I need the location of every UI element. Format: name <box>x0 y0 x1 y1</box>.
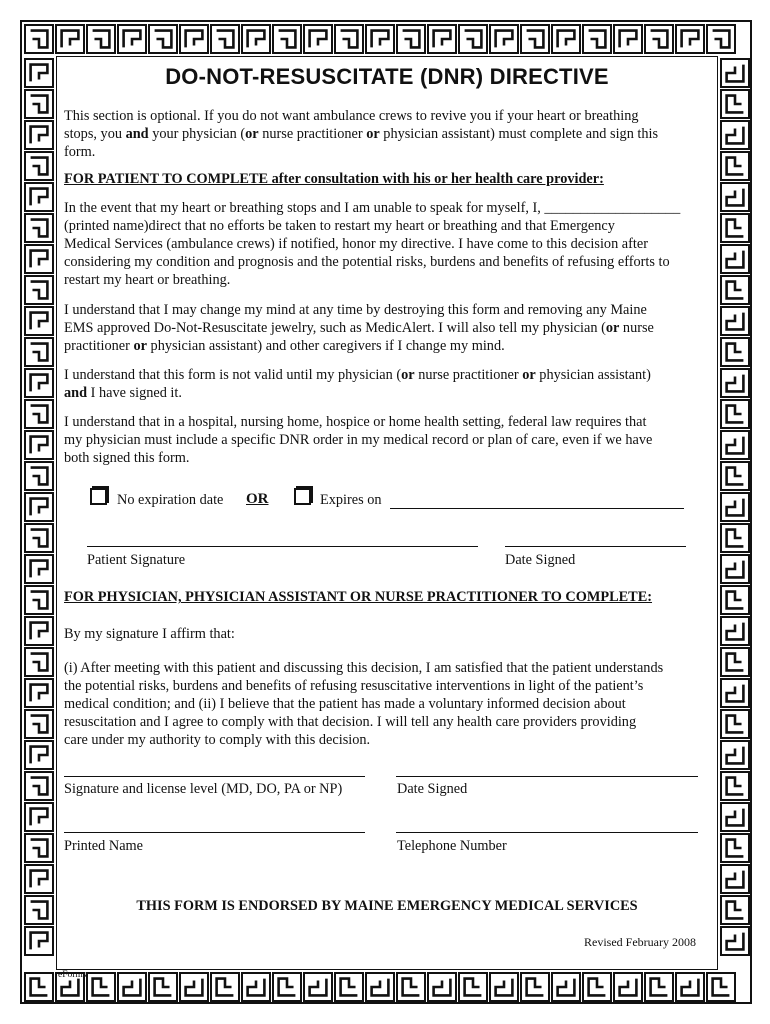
telephone-field[interactable] <box>396 832 698 833</box>
printed-name-label: Printed Name <box>64 838 144 854</box>
provider-date-signed-label: Date Signed <box>397 781 468 797</box>
patient-directive-paragraph <box>64 199 712 289</box>
provider-signature-label: Signature and license level (MD, DO, PA or NP) <box>64 781 343 797</box>
patient-signature-label: Patient Signature <box>87 552 186 568</box>
expires-on-checkbox[interactable] <box>294 488 311 505</box>
change-mind-paragraph: I understand that I may change my mind at any time by destroying this form and removing any Maine EMS approved Do-Not-Resuscitate jewelry, such as MedicAlert. I will also tell my physician (or nurse practitioner or physician assistant) and other caregivers if I change my mind. <box>64 302 654 354</box>
directive-line: restart my heart or breathing. <box>64 272 231 288</box>
directive-line: Medical Services (ambulance crews) if notified, honor my directive. I have come to this decision after <box>64 236 648 252</box>
endorsement-statement: THIS FORM IS ENDORSED BY MAINE EMERGENCY MEDICAL SERVICES <box>136 898 638 914</box>
intro-line-1: This section is optional. If you do not want ambulance crews to revive you if your heart or breathing <box>64 108 639 124</box>
provider-date-signed-field[interactable] <box>396 776 698 777</box>
revision-date: Revised February 2008 <box>584 935 696 949</box>
intro-paragraph <box>64 107 712 161</box>
affirm-statement: By my signature I affirm that: <box>64 626 235 642</box>
provider-signature-field[interactable] <box>64 776 365 777</box>
expiration-date-field[interactable] <box>390 508 684 509</box>
patient-date-signed-label: Date Signed <box>505 552 576 568</box>
form-title: DO-NOT-RESUSCITATE (DNR) DIRECTIVE <box>165 64 609 89</box>
federal-law-paragraph: I understand that in a hospital, nursing home, hospice or home health setting, federal law requires that my physician must include a specific DNR order in my medical record or plan of care, even if we have both signed this form. <box>64 414 653 466</box>
provider-section-heading: FOR PHYSICIAN, PHYSICIAN ASSISTANT OR NURSE PRACTITIONER TO COMPLETE: <box>64 589 653 605</box>
or-label: OR <box>246 491 269 507</box>
telephone-label: Telephone Number <box>397 838 507 854</box>
patient-date-signed-field[interactable] <box>505 546 686 547</box>
directive-line: considering my condition and prognosis and the potential risks, burdens and benefits of refusing efforts to <box>64 254 670 270</box>
directive-line: In the event that my heart or breathing stops and I am unable to speak for myself, I, ___________________ <box>64 200 681 216</box>
eforms-brand: eForms <box>58 970 87 980</box>
validity-paragraph: I understand that this form is not valid until my physician (or nurse practitioner or physician assistant) and I have signed it. <box>64 367 651 401</box>
intro-line-3: form. <box>64 144 96 160</box>
directive-line: (printed name)direct that no efforts be taken to restart my heart or breathing and that Emergency <box>64 218 615 234</box>
intro-line-2: stops, you and your physician (or nurse practitioner or physician assistant) must complete and sign this <box>64 126 659 142</box>
patient-section-heading: FOR PATIENT TO COMPLETE after consultation with his or her health care provider: <box>64 171 604 187</box>
no-expiration-checkbox[interactable] <box>90 488 107 505</box>
printed-name-field[interactable] <box>64 832 365 833</box>
provider-affirmation-paragraph: (i) After meeting with this patient and discussing this decision, I am satisfied that the patient understands the potential risks, burdens and benefits of refusing resuscitative interventions in light of the patient’s medical condition; and (ii) I believe that the patient has made a voluntary informed decision about resuscitation and I agree to comply with that decision. I will tell any health care providers providing care under my authority to comply with this decision. <box>64 660 664 748</box>
expires-on-label: Expires on <box>320 492 382 508</box>
patient-signature-field[interactable] <box>87 546 478 547</box>
no-expiration-label: No expiration date <box>117 492 224 508</box>
